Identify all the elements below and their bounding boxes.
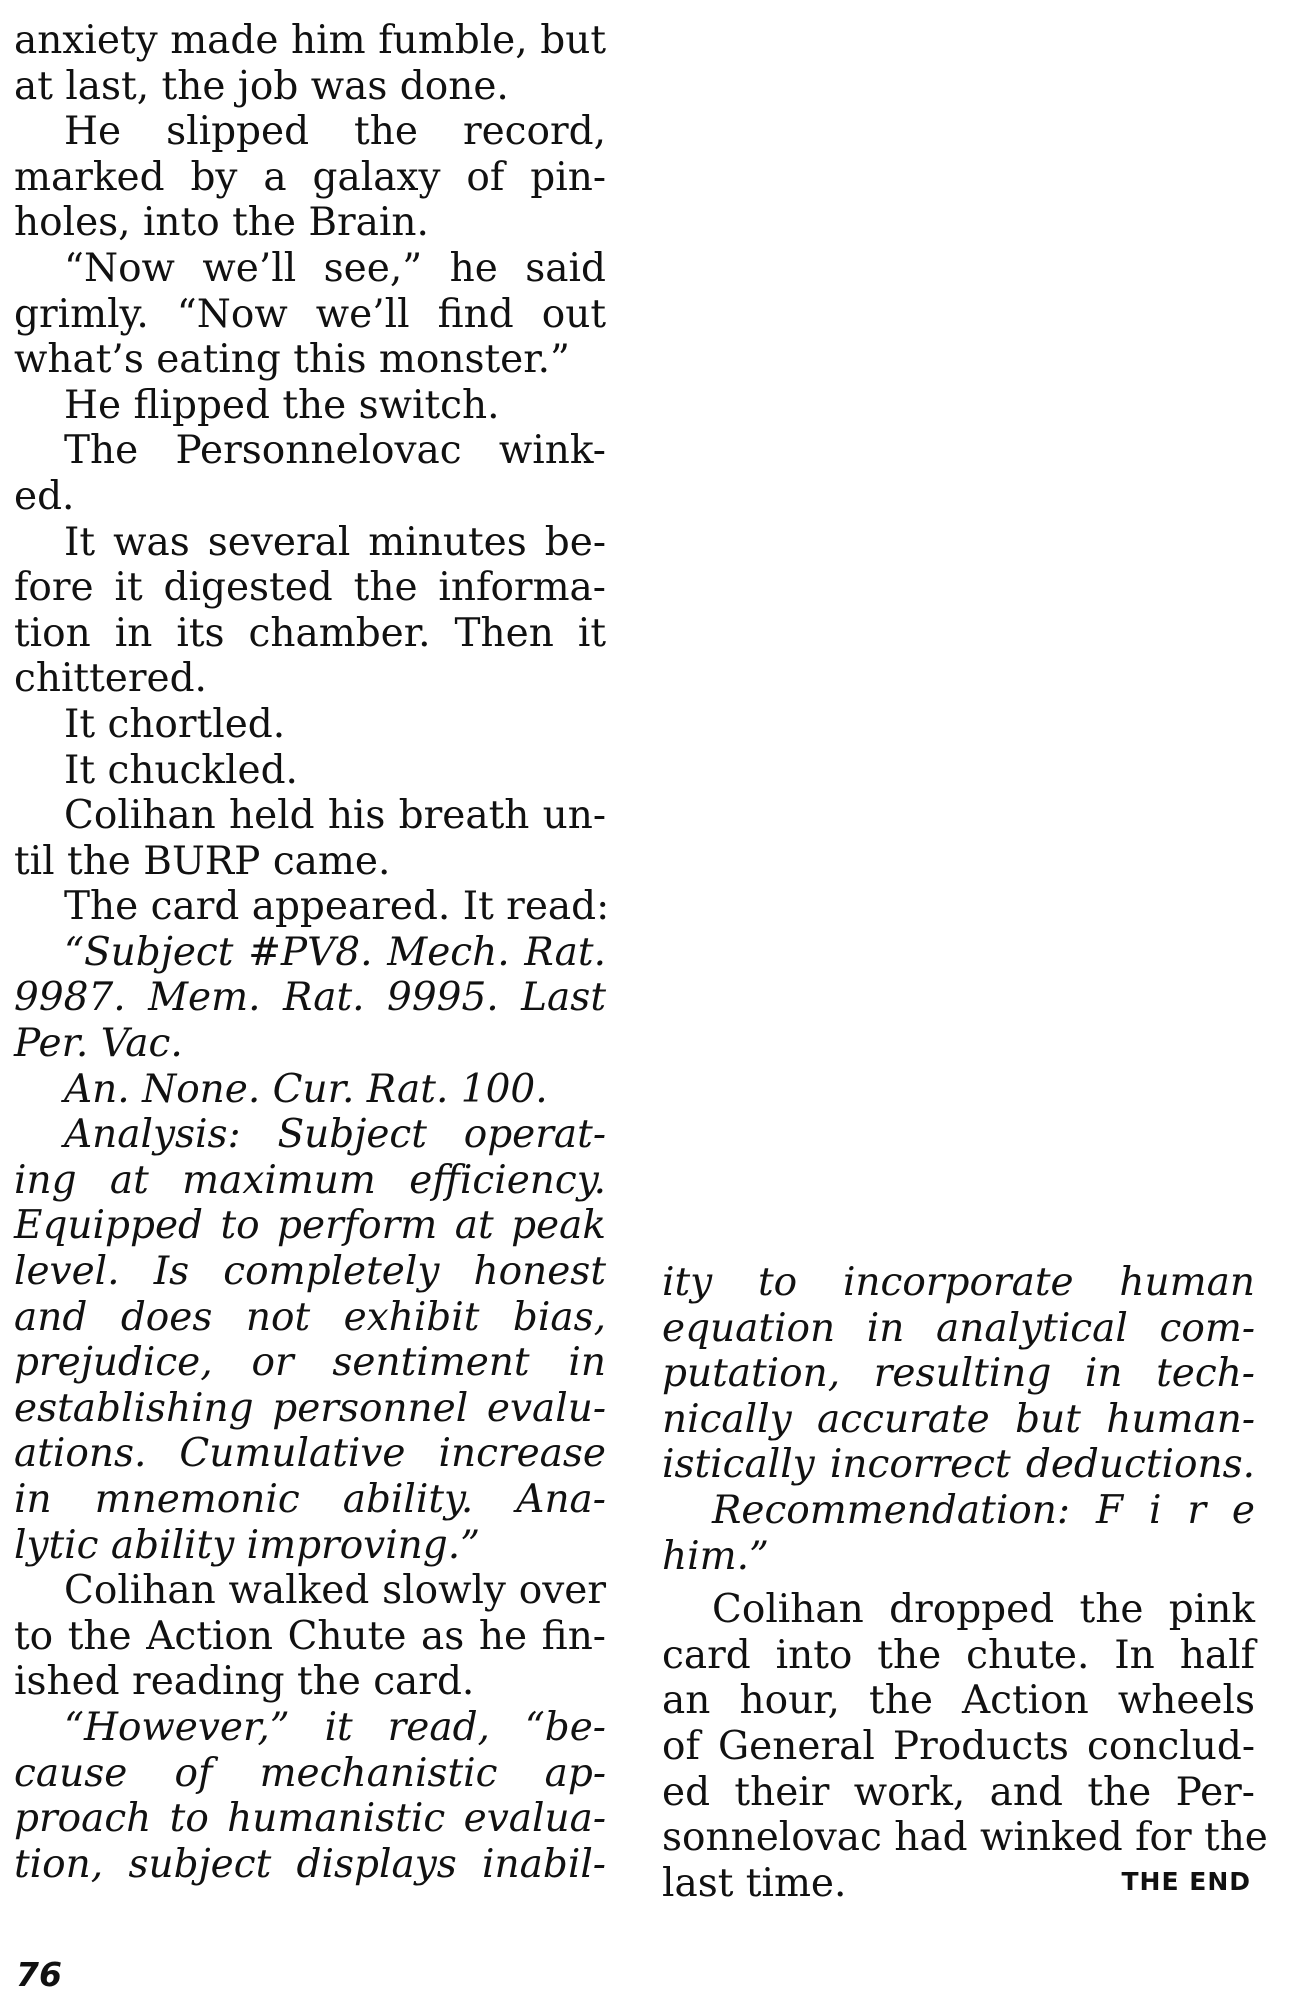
text-line: nically accurate but human- <box>662 1396 1255 1442</box>
end-mark: THE END <box>1121 1867 1251 1896</box>
text-line: He slipped the record, <box>64 109 606 155</box>
text-line: at last, the job was done. <box>14 63 509 109</box>
text-line: sonnelovac had winked for the <box>662 1815 1268 1861</box>
text-line: Colihan walked slowly over <box>64 1568 606 1614</box>
page-number: 76 <box>16 1955 62 1994</box>
text-line: “Now we’ll see,” he said <box>64 245 606 291</box>
text-line: in mnemonic ability. Ana- <box>14 1477 606 1522</box>
text-line: tion in its chamber. Then it <box>14 610 606 656</box>
right-column <box>662 1260 1268 1906</box>
text-line: chittered. <box>14 656 207 702</box>
text-line: It was several minutes be- <box>64 519 606 565</box>
text-line: and does not exhibit bias, <box>14 1294 606 1340</box>
text-line: 9987. Mem. Rat. 9995. Last <box>14 975 606 1021</box>
text-line: An. None. Cur. Rat. 100. <box>64 1066 548 1112</box>
text-line: It chortled. <box>64 701 286 747</box>
text-line: anxiety made him fumble, but <box>14 18 606 63</box>
text-line: Per. Vac. <box>14 1021 183 1067</box>
text-line: him.” <box>662 1533 769 1579</box>
text-line: Equipped to perform at peak <box>14 1203 606 1249</box>
text-line: Analysis: Subject operat- <box>64 1112 606 1158</box>
text-line: ed their work, and the Per- <box>662 1769 1255 1815</box>
text-line: ing at maximum efficiency. <box>14 1157 606 1203</box>
text-line: Colihan dropped the pink <box>712 1587 1255 1633</box>
text-line: ished reading the card. <box>14 1659 475 1705</box>
text-line: ations. Cumulative increase <box>14 1431 606 1477</box>
text-line: grimly. “Now we’ll find out <box>14 291 606 337</box>
text-line: “However,” it read, “be- <box>64 1704 606 1750</box>
text-line: prejudice, or sentiment in <box>14 1340 606 1386</box>
text-line: The Personnelovac wink- <box>64 428 606 474</box>
text-line: equation in analytical com- <box>662 1305 1255 1351</box>
text-line: cause of mechanistic ap- <box>14 1750 606 1796</box>
text-line: of General Products conclud- <box>662 1723 1255 1769</box>
text-line: to the Action Chute as he fin- <box>14 1613 606 1659</box>
text-line: level. Is completely honest <box>14 1249 606 1295</box>
text-line: establishing personnel evalu- <box>14 1385 606 1431</box>
text-line: He flipped the switch. <box>64 382 500 428</box>
text-line: what’s eating this monster.” <box>14 337 570 383</box>
text-line: The card appeared. It read: <box>64 884 610 930</box>
text-line: tion, subject displays inabil- <box>14 1841 606 1887</box>
text-line: Recommendation: F i r e <box>712 1487 1255 1533</box>
text-line: It chuckled. <box>64 747 298 793</box>
left-column <box>14 18 610 1887</box>
text-line: last time. <box>662 1860 847 1906</box>
text-line: istically incorrect deductions. <box>662 1442 1255 1488</box>
text-line: lytic ability improving.” <box>14 1522 481 1568</box>
text-line: ed. <box>14 473 75 519</box>
text-line: fore it digested the informa- <box>14 565 606 611</box>
text-line: proach to humanistic evalua- <box>14 1796 606 1842</box>
text-line: marked by a galaxy of pin- <box>14 154 606 200</box>
text-line: putation, resulting in tech- <box>662 1351 1255 1397</box>
text-line: til the BURP came. <box>14 838 391 884</box>
text-line: “Subject #PV8. Mech. Rat. <box>64 929 606 975</box>
text-line: ity to incorporate human <box>662 1260 1255 1305</box>
text-line: holes, into the Brain. <box>14 200 429 246</box>
text-line: an hour, the Action wheels <box>662 1678 1255 1724</box>
text-line: card into the chute. In half <box>662 1632 1255 1678</box>
text-line: Colihan held his breath un- <box>64 793 606 839</box>
